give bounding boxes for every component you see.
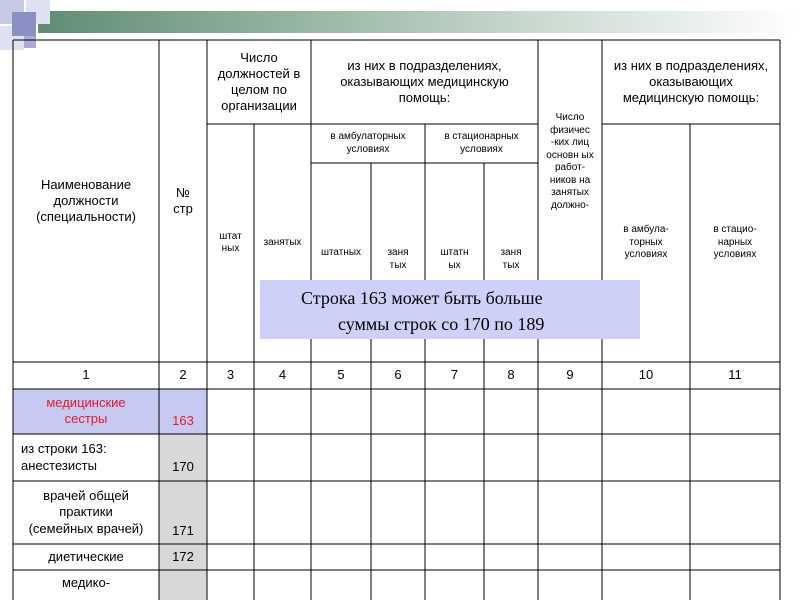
- row-name-partial: медико-: [61, 575, 111, 590]
- row-number-170: 170: [172, 458, 194, 474]
- row-name-171: врачей общей практики (семейных врачей): [28, 488, 144, 536]
- column-number: 7: [450, 367, 459, 383]
- header-inpatient: в стационарных условиях: [444, 131, 519, 155]
- row-name-170: из строки 163: анестезисты: [21, 441, 107, 473]
- header-inpatient-2: в стацио- нарных условиях: [713, 224, 757, 261]
- column-number: 3: [226, 367, 235, 383]
- header-staff: штат ных: [219, 230, 242, 254]
- row-number-163: 163: [172, 412, 194, 428]
- header-name: Наименование должности (специальности): [36, 176, 136, 225]
- row-name-163: медицинские сестры: [46, 395, 126, 427]
- row-number-172: 172: [172, 548, 194, 564]
- note-line-2: суммы строк со 170 по 189: [338, 314, 545, 334]
- note-line-1: Строка 163 может быть больше: [301, 288, 543, 308]
- header-occupied: занятых: [263, 236, 302, 248]
- row-name-172: диетические: [48, 548, 124, 564]
- column-number: 5: [337, 367, 345, 383]
- column-number: 11: [728, 367, 742, 383]
- column-number: 9: [566, 367, 574, 383]
- column-number: 8: [507, 367, 515, 383]
- column-number: 6: [394, 367, 402, 383]
- header-outpatient: в амбулаторных условиях: [330, 131, 406, 155]
- header-row-number: № стр: [173, 184, 193, 216]
- header-medical-units: из них в подразделениях, оказывающих медицинскую помощь:: [340, 57, 509, 106]
- header-physical-persons: Число физичес -ких лиц основн ых работ- ников на занятых должно-: [546, 112, 594, 211]
- header-outpatient-staff: штатных: [320, 247, 362, 258]
- header-total-positions: Число должностей в целом по организации: [217, 49, 301, 114]
- header-inpatient-occupied: заня тых: [500, 247, 522, 271]
- column-number: 1: [82, 367, 90, 383]
- column-number: 2: [179, 367, 187, 383]
- row-number-171: 171: [172, 522, 194, 538]
- header-medical-units-2: из них в подразделениях, оказывающих медицинскую помощь:: [613, 57, 769, 106]
- column-number: 4: [278, 367, 287, 383]
- column-number: 10: [638, 367, 654, 383]
- header-outpatient-2: в амбула- торных условиях: [623, 224, 669, 261]
- note-callout: [260, 280, 640, 339]
- header-inpatient-staff: штатн ых: [440, 247, 469, 271]
- header-outpatient-occupied: заня тых: [387, 247, 409, 271]
